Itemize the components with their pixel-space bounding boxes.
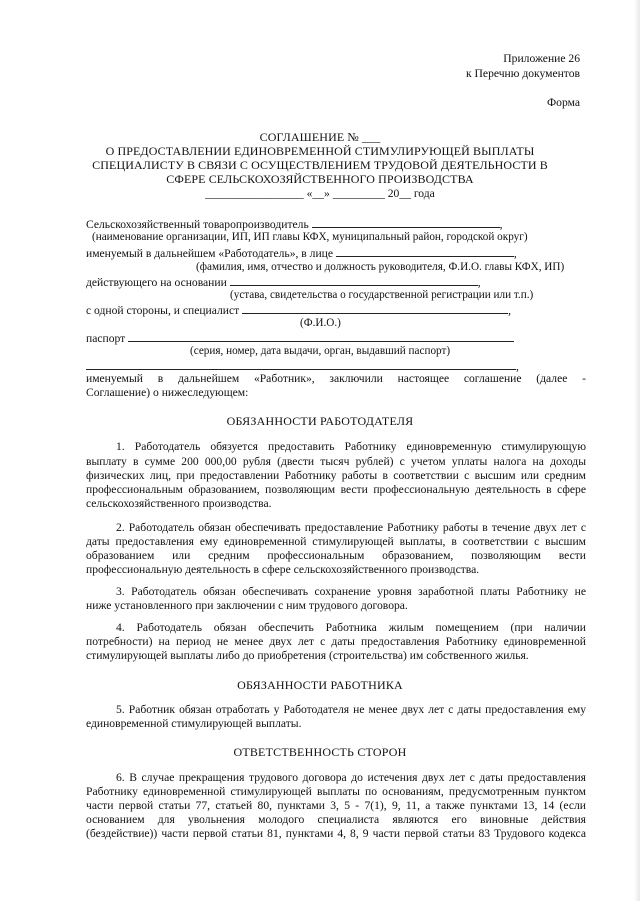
- basis-comma: ,: [477, 276, 481, 289]
- employee-name-blank: [86, 358, 516, 370]
- employer-label: именуемый в дальнейшем «Работодатель», в лице: [86, 247, 334, 260]
- agreement-subtitle-line: СПЕЦИАЛИСТУ В СВЯЗИ С ОСУЩЕСТВЛЕНИЕМ ТРУДОВОЙ ДЕЯТЕЛЬНОСТИ В: [92, 158, 548, 172]
- agreement-intro-line: именуемый в дальнейшем «Работник», заключили настоящее соглашение (далее -: [86, 372, 586, 385]
- passport-blank: [128, 330, 514, 342]
- agreement-date-line: _________________ «__» _________ 20__ года: [205, 187, 435, 200]
- appendix-reference: к Перечню документов: [466, 67, 580, 80]
- passport-hint: (серия, номер, дата выдачи, орган, выдавший паспорт): [190, 345, 451, 357]
- producer-label: Сельскохозяйственный товаропроизводитель: [86, 218, 309, 231]
- paragraph-line: физических лиц, при предоставлении Работнику работы в соответствии с высшим или средним: [86, 469, 586, 482]
- producer-blank: [312, 216, 500, 228]
- paragraph-line: Работнику единовременной стимулирующей выплаты по основаниям, предусмотренным пунктом: [86, 785, 586, 798]
- section-heading-liability: ОТВЕТСТВЕННОСТЬ СТОРОН: [233, 745, 407, 759]
- scan-edge-shadow: [634, 0, 640, 901]
- fio-hint: (Ф.И.О.): [300, 317, 341, 329]
- paragraph-line: 5. Работник обязан отработать у Работодателя не менее двух лет с даты предоставления ему: [116, 703, 586, 716]
- paragraph-line: выплату в сумме 200 000,00 рубля (двести тысяч рублей) с учетом уплаты налога на доходы: [86, 455, 586, 468]
- producer-hint: (наименование организации, ИП, ИП главы КФХ, муниципальный район, городской округ): [92, 231, 528, 243]
- paragraph-line: потребности) на период не менее двух лет с даты предоставления Работнику единовременной: [86, 635, 586, 648]
- paragraph-line: 2. Работодатель обязан обеспечивать предоставление Работнику работы в течение двух лет с: [116, 521, 586, 534]
- person-hint: (фамилия, имя, отчество и должность руководителя, Ф.И.О. главы КФХ, ИП): [196, 261, 565, 273]
- paragraph-line: единовременной стимулирующей выплаты.: [86, 717, 302, 730]
- basis-label: действующего на основании: [86, 276, 227, 289]
- paragraph-line: сельскохозяйственного производства.: [86, 497, 272, 510]
- basis-blank: [230, 274, 478, 286]
- agreement-title: СОГЛАШЕНИЕ № ___: [259, 130, 381, 144]
- paragraph-line: 4. Работодатель обязан обеспечить Работника жилым помещением (при наличии: [116, 621, 586, 634]
- paragraph-line: профессиональную деятельность в сфере сельскохозяйственного производства.: [86, 563, 480, 576]
- paragraph-line: стимулирующей выплаты либо до приобретения (строительства) им собственного жилья.: [86, 649, 529, 662]
- paragraph-line: основанием для увольнения молодого специалиста являются его виновные действия: [86, 813, 586, 826]
- producer-comma: ,: [499, 218, 503, 231]
- passport-label: паспорт: [86, 332, 126, 345]
- agreement-subtitle-line: СФЕРЕ СЕЛЬСКОХОЗЯЙСТВЕННОГО ПРОИЗВОДСТВА: [166, 172, 474, 186]
- employer-comma: ,: [513, 247, 517, 260]
- specialist-comma: ,: [508, 304, 512, 317]
- paragraph-line: образованием или средним профессиональным образованием, позволяющим вести: [86, 549, 586, 562]
- section-heading-employee-duties: ОБЯЗАННОСТИ РАБОТНИКА: [237, 678, 403, 692]
- paragraph-line: (бездействие)) части первой статьи 81, пунктами 4, 8, 9 части первой статьи 83 Трудового кодекса: [86, 827, 586, 840]
- basis-hint: (устава, свидетельства о государственной регистрации или т.п.): [230, 289, 534, 301]
- paragraph-line: ниже установленного при заключении с ним трудового договора.: [86, 599, 408, 612]
- paragraph-line: 6. В случае прекращения трудового договора до истечения двух лет с даты предоставления: [116, 771, 586, 784]
- section-heading-employer-duties: ОБЯЗАННОСТИ РАБОТОДАТЕЛЯ: [226, 414, 414, 428]
- specialist-blank: [242, 302, 508, 314]
- employee-comma: ,: [516, 360, 519, 373]
- paragraph-line: даты предоставления ему единовременной стимулирующей выплаты, в соответствии с высшим: [86, 535, 586, 548]
- agreement-intro-line: Соглашение) о нижеследующем:: [86, 386, 249, 399]
- form-label: Форма: [547, 96, 580, 109]
- paragraph-line: профессиональным образованием, позволяющим вести профессиональную деятельность в сфере: [86, 483, 586, 496]
- paragraph-line: 1. Работодатель обязуется предоставить Работнику единовременную стимулирующую: [116, 440, 586, 453]
- paragraph-line: части первой статьи 77, статьей 80, пунктами 3, 5 - 7(1), 9, 11, а также пунктами 13, 14 (если: [86, 799, 586, 812]
- specialist-field: [86, 302, 511, 319]
- specialist-label: с одной стороны, и специалист: [86, 304, 240, 317]
- appendix-number: Приложение 26: [503, 52, 580, 65]
- employer-person-blank: [336, 245, 514, 257]
- paragraph-line: 3. Работодатель обязан обеспечивать сохранение уровня заработной платы Работнику не: [116, 585, 586, 598]
- agreement-subtitle-line: О ПРЕДОСТАВЛЕНИИ ЕДИНОВРЕМЕННОЙ СТИМУЛИРУЮЩЕЙ ВЫПЛАТЫ: [105, 144, 535, 158]
